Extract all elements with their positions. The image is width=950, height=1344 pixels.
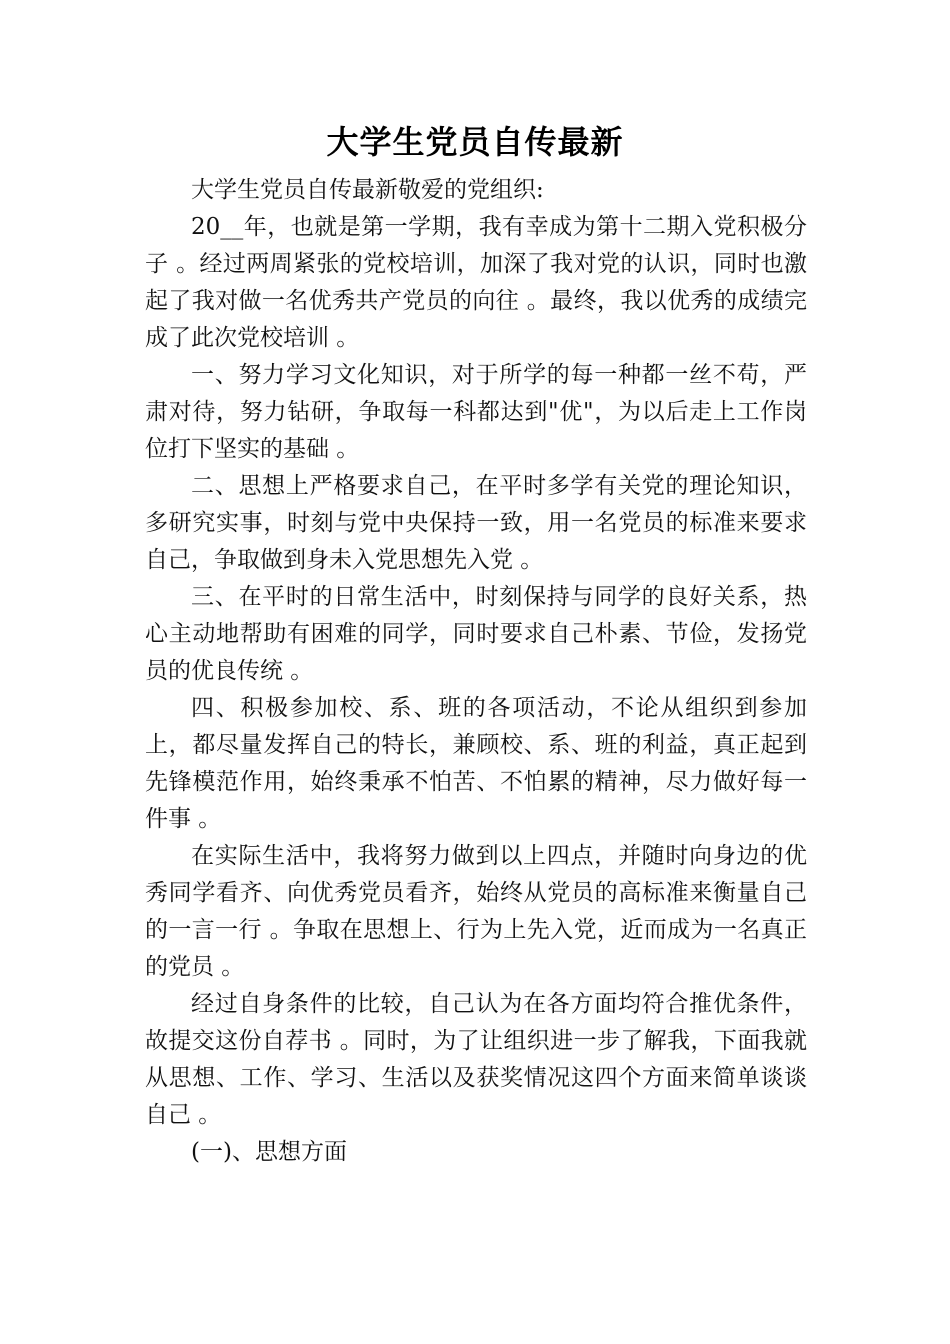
paragraph-point-four: 四、积极参加校、系、班的各项活动，不论从组织到参加上，都尽量发挥自己的特长，兼顾校、系、班的利益，真正起到先锋模范作用，始终秉承不怕苦、不怕累的精神，尽力做好每一件事 。 (145, 695, 807, 832)
paragraph-salutation: 大学生党员自传最新敬爱的党组织: (191, 177, 544, 203)
paragraph-intro: 20__年，也就是第一学期，我有幸成为第十二期入党积极分子 。经过两周紧张的党校培训，加深了我对党的认识，同时也激起了我对做一名优秀共产党员的向往 。最终，我以优秀的成绩完成了此次党校培训 。 (145, 214, 807, 351)
document-body (145, 172, 807, 1171)
paragraph-point-one: 一、努力学习文化知识，对于所学的每一种都一丝不苟，严肃对待，努力钻研，争取每一科都达到"优"，为以后走上工作岗位打下坚实的基础 。 (145, 362, 807, 462)
paragraph-point-two: 二、思想上严格要求自己，在平时多学有关党的理论知识，多研究实事，时刻与党中央保持一致，用一名党员的标准来要求自己，争取做到身未入党思想先入党 。 (145, 473, 807, 573)
paragraph-point-three: 三、在平时的日常生活中，时刻保持与同学的良好关系，热心主动地帮助有困难的同学，同时要求自己朴素、节俭，发扬党员的优良传统 。 (145, 584, 807, 684)
paragraph-recommendation: 经过自身条件的比较，自己认为在各方面均符合推优条件，故提交这份自荐书 。同时，为了让组织进一步了解我，下面我就从思想、工作、学习、生活以及获奖情况这四个方面来简单谈谈自己 。 (145, 991, 807, 1128)
paragraph-practice: 在实际生活中，我将努力做到以上四点，并随时向身边的优秀同学看齐、向优秀党员看齐，始终从党员的高标准来衡量自己的一言一行 。争取在思想上、行为上先入党，近而成为一名真正的党员 。 (145, 843, 807, 980)
section-heading-thought: (一)、思想方面 (191, 1139, 347, 1165)
document-title: 大学生党员自传最新 (326, 123, 624, 161)
